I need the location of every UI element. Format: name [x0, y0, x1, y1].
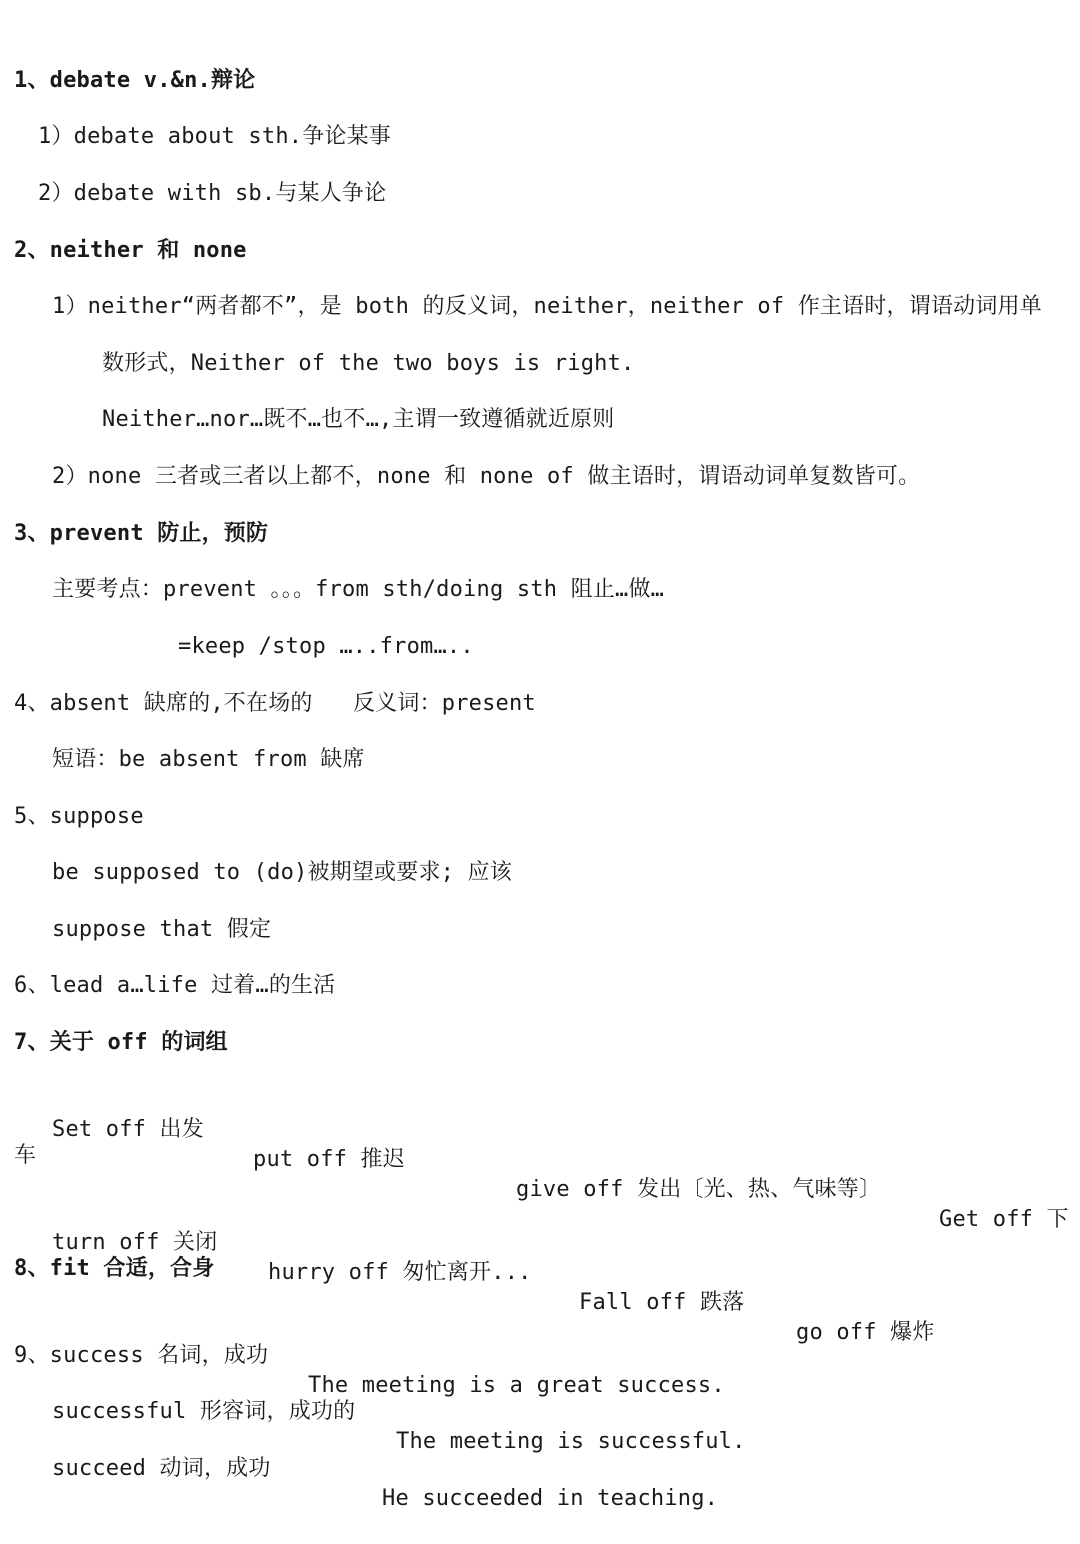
- phrase-item: Fall off 跌落: [579, 1290, 745, 1315]
- heading-5: 5、suppose: [14, 804, 144, 829]
- note-line: 车: [14, 1143, 37, 1168]
- off-phrases-row-1: [0, 1085, 1080, 1232]
- note-line: [0, 1424, 1080, 1511]
- note-line: 主要考点：prevent 。。。from sth/doing sth 阻止…做…: [52, 577, 665, 602]
- heading-4: 4、absent 缺席的,不在场的 反义词：present: [14, 691, 536, 716]
- phrase-item: hurry off 匆忙离开...: [268, 1260, 532, 1285]
- note-line: be supposed to (do)被期望或要求; 应该: [52, 860, 512, 885]
- heading-6: 6、lead a…life 过着…的生活: [14, 973, 336, 998]
- note-line: 1）neither“两者都不”，是 both 的反义词，neither，neither of 作主语时，谓语动词用单: [52, 294, 1042, 319]
- note-line: Neither…nor…既不…也不…,主谓一致遵循就近原则: [102, 407, 615, 432]
- term-definition: 9、success 名词，成功: [14, 1343, 269, 1368]
- note-line: [0, 1367, 1080, 1454]
- phrase-item: Get off 下: [939, 1207, 1069, 1232]
- heading-9: [0, 1311, 1080, 1398]
- phrase-item: put off 推迟: [253, 1147, 405, 1172]
- note-line: 1）debate about sth.争论某事: [38, 124, 392, 149]
- example-sentence: The meeting is successful.: [396, 1429, 746, 1454]
- example-sentence: He succeeded in teaching.: [382, 1486, 719, 1511]
- term-definition: succeed 动词，成功: [52, 1456, 271, 1481]
- term-definition: successful 形容词，成功的: [52, 1399, 356, 1424]
- note-line: 数形式，Neither of the two boys is right.: [102, 351, 635, 376]
- note-line: 短语：be absent from 缺席: [52, 747, 365, 772]
- note-line: 2）debate with sb.与某人争论: [38, 181, 387, 206]
- note-line: =keep /stop …..from…..: [178, 634, 474, 659]
- phrase-item: give off 发出〔光、热、气味等〕: [516, 1177, 882, 1202]
- heading-8: 8、fit 合适，合身: [14, 1256, 215, 1281]
- phrase-item: turn off 关闭: [52, 1230, 218, 1255]
- heading-2: 2、neither 和 none: [14, 238, 247, 263]
- heading-1: 1、debate v.&n.辩论: [14, 68, 256, 93]
- example-sentence: The meeting is a great success.: [308, 1373, 725, 1398]
- phrase-item: Set off 出发: [52, 1117, 204, 1142]
- phrase-item: go off 爆炸: [796, 1320, 935, 1345]
- heading-3: 3、prevent 防止，预防: [14, 521, 269, 546]
- heading-7: 7、关于 off 的词组: [14, 1030, 228, 1055]
- note-line: suppose that 假定: [52, 917, 272, 942]
- note-line: 2）none 三者或三者以上都不，none 和 none of 做主语时，谓语动词单复数皆可。: [52, 464, 921, 489]
